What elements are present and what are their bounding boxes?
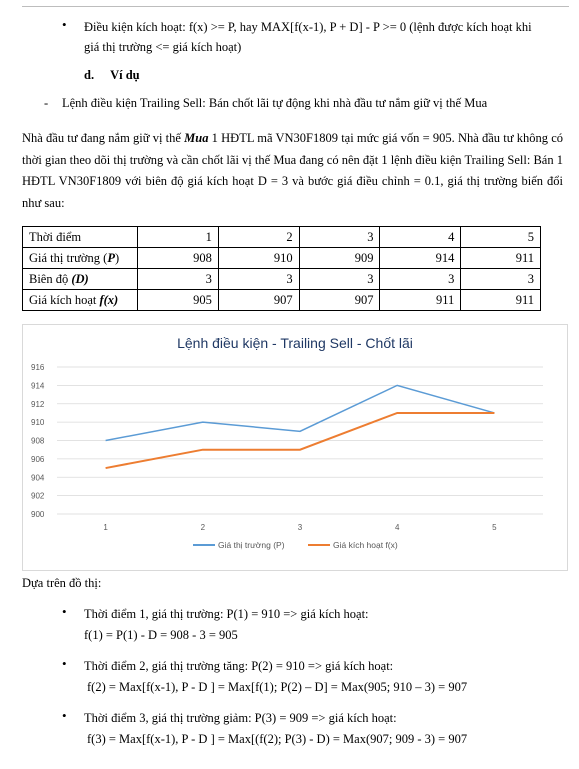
table-header-row xyxy=(23,227,541,248)
table-cell: 911 xyxy=(461,290,541,311)
x-tick-label: 5 xyxy=(492,523,497,532)
step-line-1: Thời điểm 2, giá thị trường tăng: P(2) = 910 => giá kích hoạt: xyxy=(84,659,394,673)
chart-plot xyxy=(23,325,567,570)
table-row-label: Giá thị trường (P) xyxy=(23,248,138,269)
table-row-market-price xyxy=(23,248,541,269)
step-bullet-2 xyxy=(62,656,562,698)
y-tick-label: 910 xyxy=(31,418,45,428)
bullet-marker: • xyxy=(62,604,67,619)
table-cell: 2 xyxy=(218,227,299,248)
table-row-trigger-price xyxy=(23,290,541,311)
section-heading xyxy=(84,68,140,83)
table-cell: 3 xyxy=(218,269,299,290)
paragraph-text-a: Nhà đầu tư đang nắm giữ vị thế xyxy=(22,131,185,145)
table-cell: 905 xyxy=(138,290,219,311)
paragraph-emphasis: Mua xyxy=(184,131,209,145)
table-cell: 909 xyxy=(299,248,380,269)
y-tick-label: 908 xyxy=(31,436,45,446)
table-cell: 3 xyxy=(138,269,219,290)
table-cell: 911 xyxy=(461,248,541,269)
dash-item-text: Lệnh điều kiện Trailing Sell: Bán chốt lãi tự động khi nhà đầu tư nắm giữ vị thế Mua xyxy=(62,96,488,110)
bullet-marker: • xyxy=(62,708,67,723)
legend-label-1: Giá thị trường (P) xyxy=(218,540,285,550)
y-tick-label: 912 xyxy=(31,399,45,409)
section-letter: d. xyxy=(84,68,95,82)
bullet-marker: • xyxy=(62,656,67,671)
price-table xyxy=(22,226,541,311)
x-tick-label: 4 xyxy=(394,523,400,532)
table-row-label: Giá kích hoạt f(x) xyxy=(23,290,138,311)
x-tick-label: 1 xyxy=(103,523,108,532)
table-cell: 1 xyxy=(138,227,219,248)
step-line-1: Thời điểm 3, giá thị trường giảm: P(3) = 909 => giá kích hoạt: xyxy=(84,711,397,725)
table-cell: 3 xyxy=(380,269,461,290)
condition-bullet xyxy=(62,17,562,57)
trailing-sell-chart xyxy=(22,324,568,571)
condition-line-2: giá thị trường <= giá kích hoạt) xyxy=(84,40,242,54)
table-cell: 908 xyxy=(138,248,219,269)
y-tick-label: 900 xyxy=(31,510,45,519)
table-cell: 3 xyxy=(299,269,380,290)
table-row-label: Biên độ (D) xyxy=(23,269,138,290)
condition-line-1: Điều kiện kích hoạt: f(x) >= P, hay MAX[f(x-1), P + D] - P >= 0 (lệnh được kích hoạt khi xyxy=(84,20,532,34)
example-paragraph xyxy=(22,128,563,214)
y-tick-label: 916 xyxy=(31,363,45,372)
y-tick-label: 904 xyxy=(31,473,45,483)
page-top-rule xyxy=(22,6,569,7)
step-bullet-3 xyxy=(62,708,562,750)
step-line-1: Thời điểm 1, giá thị trường: P(1) = 910 => giá kích hoạt: xyxy=(84,607,369,621)
y-tick-label: 906 xyxy=(31,454,45,464)
table-cell: 907 xyxy=(218,290,299,311)
x-tick-label: 3 xyxy=(297,523,303,532)
table-cell: 911 xyxy=(380,290,461,311)
y-tick-label: 902 xyxy=(31,491,45,501)
section-title: Ví dụ xyxy=(110,68,140,82)
y-tick-label: 914 xyxy=(31,381,45,391)
chart-title: Lệnh điều kiện - Trailing Sell - Chốt lãi xyxy=(177,335,413,351)
x-tick-label: 2 xyxy=(200,523,206,532)
table-cell: 910 xyxy=(218,248,299,269)
table-cell: 907 xyxy=(299,290,380,311)
table-cell: 3 xyxy=(299,227,380,248)
table-row-amplitude xyxy=(23,269,541,290)
table-cell: 3 xyxy=(461,269,541,290)
dash-marker: - xyxy=(44,96,49,110)
table-cell: 914 xyxy=(380,248,461,269)
dash-item xyxy=(44,96,564,111)
table-header-label: Thời điểm xyxy=(23,227,138,248)
table-cell: 5 xyxy=(461,227,541,248)
step-line-2: f(1) = P(1) - D = 908 - 3 = 905 xyxy=(84,628,238,642)
step-line-2: f(3) = Max[f(x-1), P - D ] = Max[(f(2); P(3) - D) = Max(907; 909 - 3) = 907 xyxy=(87,732,468,746)
legend-label-2: Giá kích hoạt f(x) xyxy=(333,540,398,550)
bullet-marker: • xyxy=(62,17,67,32)
after-chart-text: Dựa trên đồ thị: xyxy=(22,576,102,590)
table-cell: 4 xyxy=(380,227,461,248)
paragraph-text-b: 1 HĐTL mã VN30F1809 tại mức giá vốn = 905. Nhà đầu tư không có thời gian theo dõi thị trường và cần chốt lãi vị thế Mua đang có nên đặt 1 lệnh điều kiện Trailing Sell: Bán 1 HĐTL VN30F1809 với biên độ giá kích hoạt D = 3 và bước giá điều chỉnh = 0.1, giá thị trường biến đổi như sau: xyxy=(22,131,563,210)
step-line-2: f(2) = Max[f(x-1), P - D ] = Max[f(1); P(2) – D] = Max(905; 910 – 3) = 907 xyxy=(87,680,468,694)
step-bullet-1 xyxy=(62,604,562,646)
